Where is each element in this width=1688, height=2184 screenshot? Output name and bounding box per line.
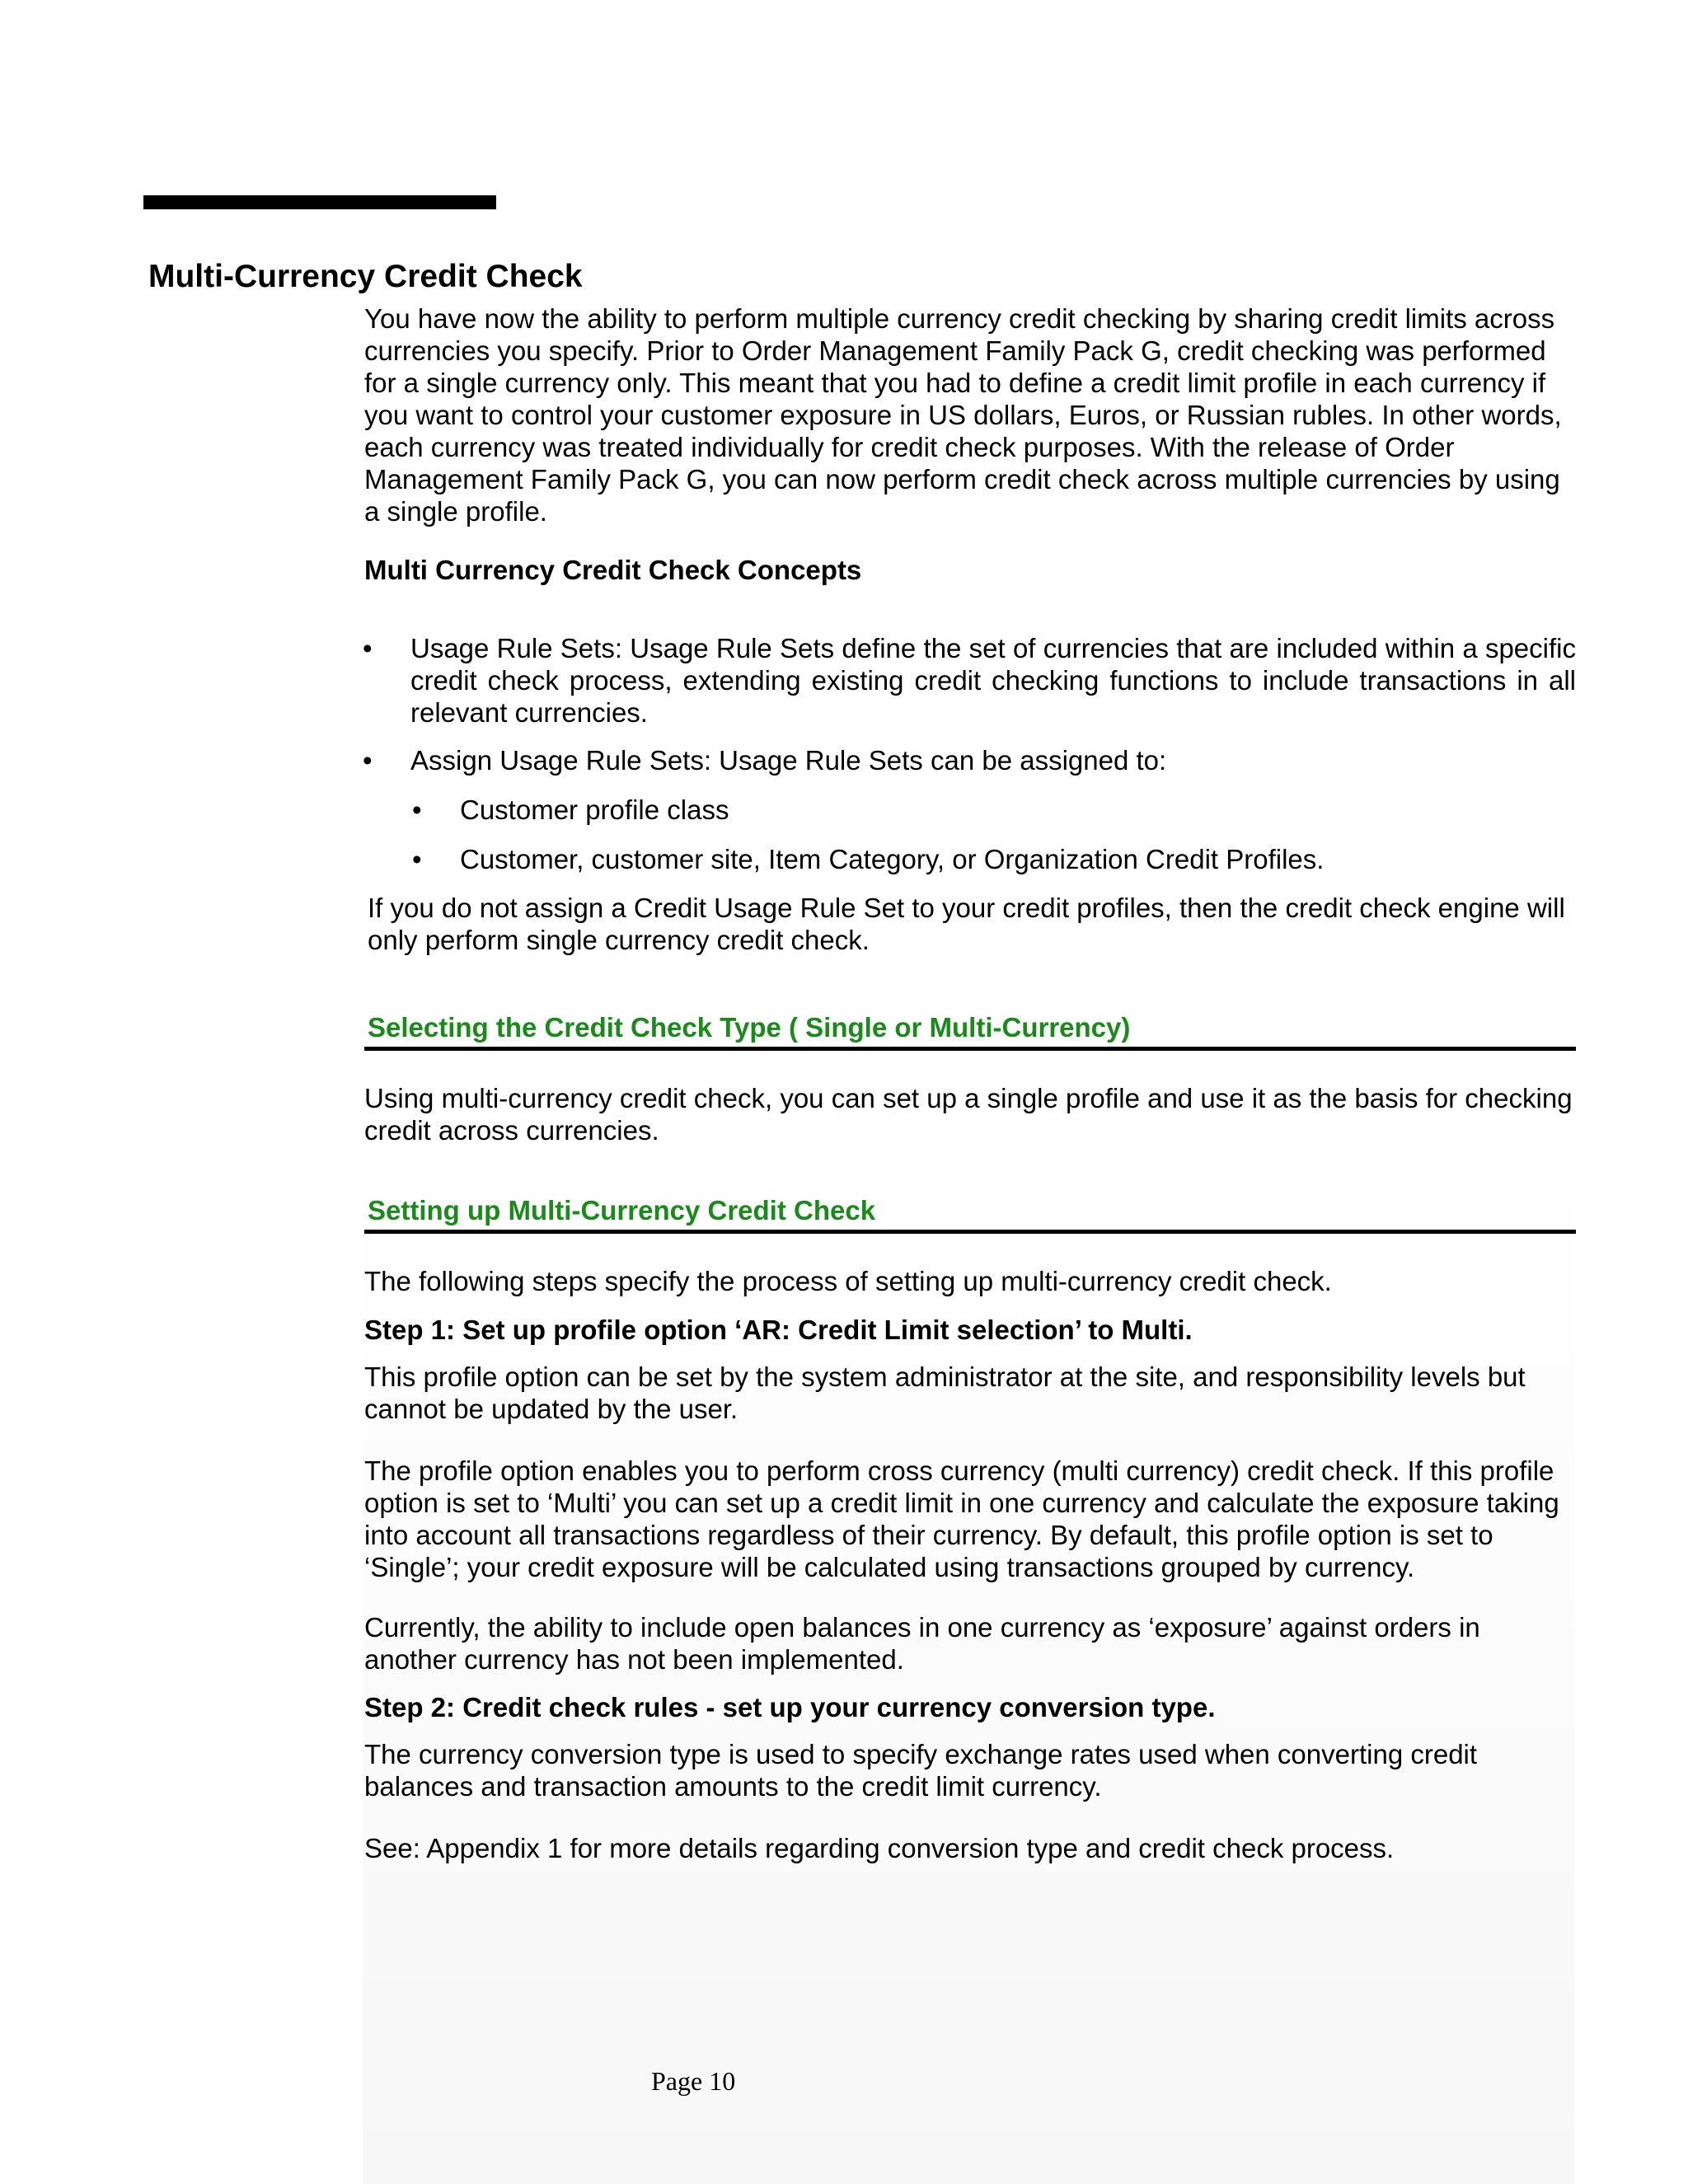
step1-paragraph-2: The profile option enables you to perform cross currency (multi currency) credit check. If this profile option is set to ‘Multi’ you can set up a credit limit in one currency and calculate the exposure taking into account all transactions regardless of their currency. By default, this profile option is set to ‘Single’; your credit exposure will be calculated using transactions grouped by currency. bbox=[364, 1455, 1559, 1582]
bullet-icon: • bbox=[412, 794, 422, 825]
see-also-block bbox=[364, 1832, 1576, 1864]
step1-p3-block bbox=[364, 1611, 1576, 1675]
step1-paragraph-1: This profile option can be set by the system administrator at the site, and responsibility levels but cannot be updated by the user. bbox=[364, 1361, 1526, 1424]
intro-paragraph: You have now the ability to perform multiple currency credit checking by sharing credit limits across currencies you specify. Prior to Order Management Family Pack G, credit checking was performed for a single currency only. This meant that you had to define a credit limit profile in each currency if you want to control your customer exposure in US dollars, Euros, or Russian rubles. In other words, each currency was treated individually for credit check purposes. With the release of Order Management Family Pack G, you can now perform credit check across multiple currencies by using a single profile. bbox=[364, 303, 1562, 527]
concepts-note-block bbox=[368, 892, 1576, 956]
setup-intro: The following steps specify the process of setting up multi-currency credit check. bbox=[364, 1266, 1332, 1296]
bullet-text: Assign Usage Rule Sets: Usage Rule Sets can be assigned to: bbox=[410, 745, 1167, 776]
step1-title: Step 1: Set up profile option ‘AR: Credit Limit selection’ to Multi. bbox=[364, 1315, 1193, 1345]
selecting-block bbox=[364, 1082, 1576, 1146]
setup-heading: Setting up Multi-Currency Credit Check bbox=[368, 1195, 876, 1226]
header-rule bbox=[143, 195, 496, 209]
step1-p1-block bbox=[364, 1361, 1576, 1425]
step2-paragraph-1: The currency conversion type is used to specify exchange rates used when converting credit balances and transaction amounts to the credit limit currency. bbox=[364, 1739, 1478, 1802]
bullet-icon: • bbox=[363, 633, 373, 663]
bullet-icon: • bbox=[363, 745, 373, 776]
list-item bbox=[363, 632, 1576, 729]
step2-p1-block bbox=[364, 1738, 1576, 1802]
concepts-heading: Multi Currency Credit Check Concepts bbox=[364, 555, 862, 585]
bullet-icon: • bbox=[412, 844, 422, 874]
step2-title-block bbox=[364, 1691, 1576, 1723]
bullet-text: Usage Rule Sets: Usage Rule Sets define the set of currencies that are included within a specific credit check process, extending existing credit checking functions to include transactions in all relevant currencies. bbox=[410, 633, 1576, 728]
see-also-paragraph: See: Appendix 1 for more details regarding conversion type and credit check process. bbox=[364, 1833, 1395, 1863]
selecting-heading-rule bbox=[364, 1047, 1576, 1051]
list-item bbox=[412, 794, 1576, 826]
setup-heading-rule bbox=[364, 1230, 1576, 1234]
intro-block bbox=[364, 302, 1576, 527]
list-item bbox=[412, 843, 1576, 875]
concepts-note: If you do not assign a Credit Usage Rule Set to your credit profiles, then the credit check engine will only perform single currency credit check. bbox=[368, 893, 1565, 955]
section-title: Multi-Currency Credit Check bbox=[148, 259, 583, 294]
selecting-paragraph: Using multi-currency credit check, you can set up a single profile and use it as the basis for checking credit across currencies. bbox=[364, 1083, 1573, 1146]
sub-bullet-text: Customer, customer site, Item Category, or Organization Credit Profiles. bbox=[460, 844, 1325, 874]
concepts-heading-block bbox=[364, 554, 1576, 586]
setup-intro-block bbox=[364, 1265, 1576, 1297]
selecting-heading: Selecting the Credit Check Type ( Single or Multi-Currency) bbox=[368, 1012, 1131, 1043]
list-item bbox=[363, 744, 1576, 776]
step1-title-block bbox=[364, 1314, 1576, 1346]
page-number: Page 10 bbox=[651, 2066, 736, 2096]
sub-bullet-text: Customer profile class bbox=[460, 794, 729, 825]
step1-paragraph-3: Currently, the ability to include open balances in one currency as ‘exposure’ against orders in another currency has not been implemented. bbox=[364, 1612, 1480, 1675]
step2-title: Step 2: Credit check rules - set up your currency conversion type. bbox=[364, 1692, 1216, 1722]
step1-p2-block bbox=[364, 1455, 1576, 1583]
